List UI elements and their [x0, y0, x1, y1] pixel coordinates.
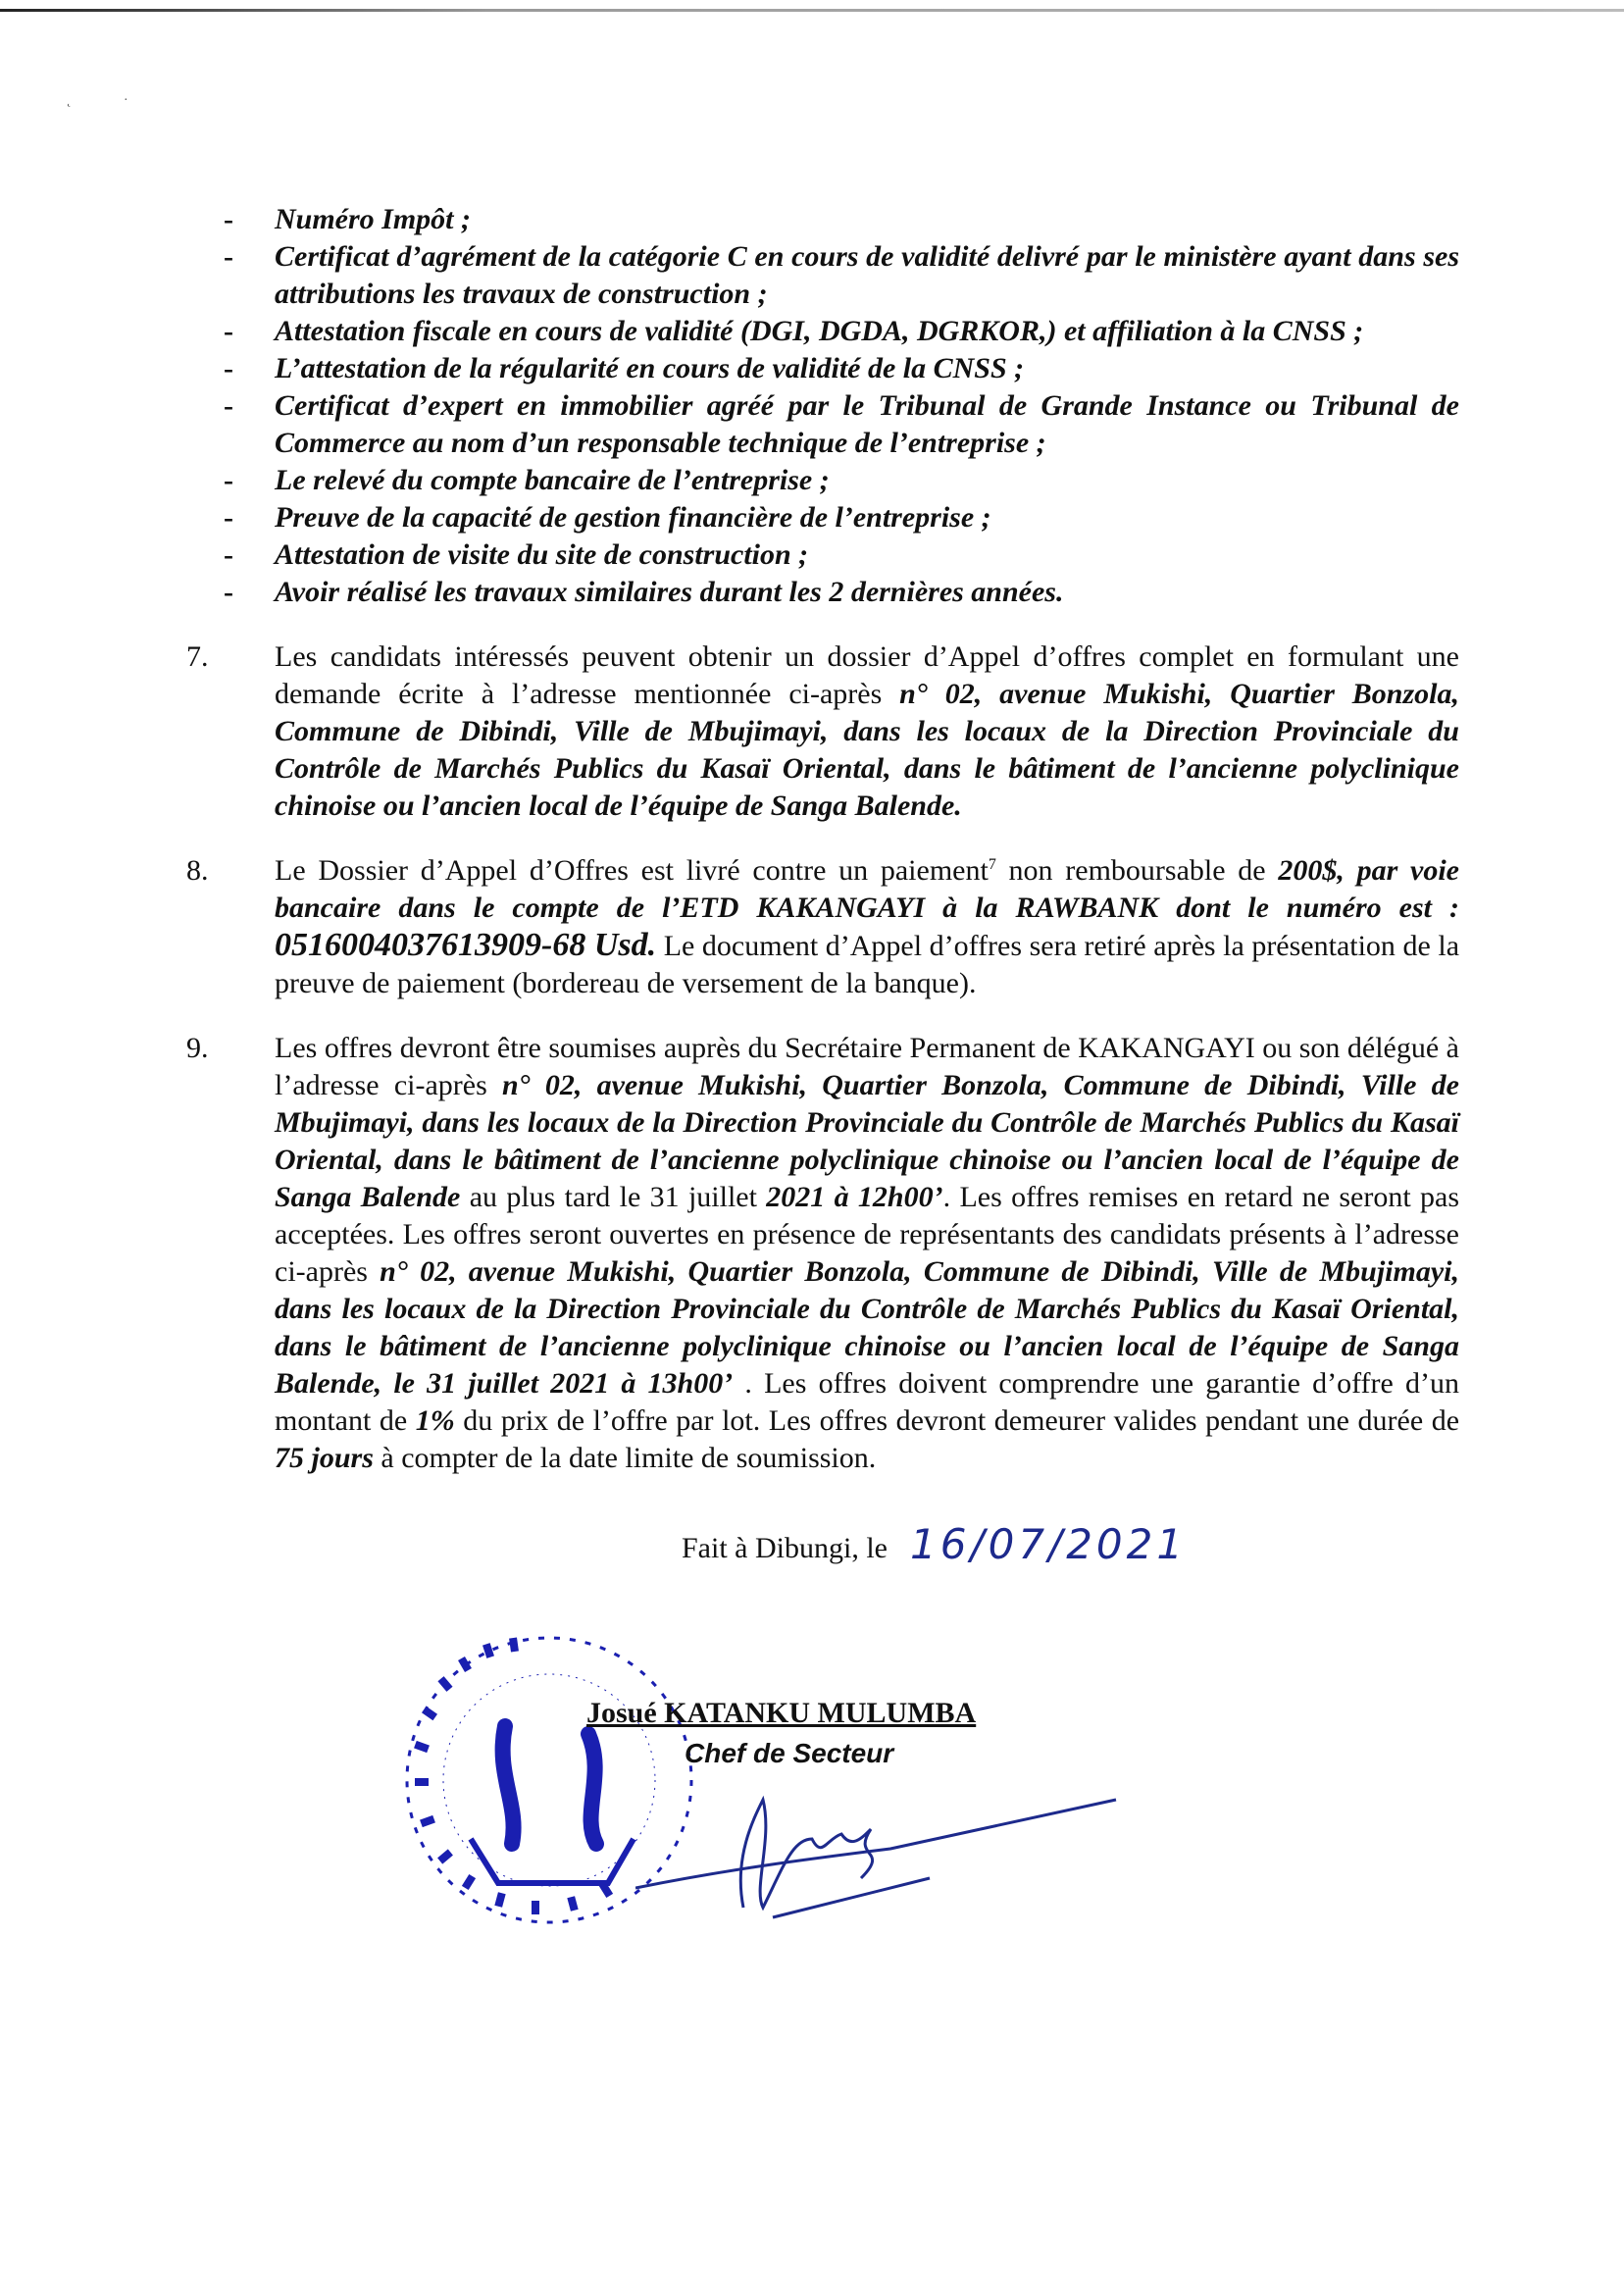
signatory-name: Josué KATANKU MULUMBA: [586, 1697, 977, 1729]
scan-artifact: ·: [124, 93, 128, 108]
requirement-item: - Preuve de la capacité de gestion financière de l’entreprise ;: [224, 501, 991, 534]
scan-edge-line: [0, 9, 1624, 12]
opening-address: n° 02, avenue Mukishi, Quartier Bonzola, Commune de Dibindi, Ville de Mbujimayi, dans les locaux de la Direction Provinciale du Contrôle de Marchés Publics du Kasaï Oriental, dans le bâtiment de l’ancienne polyclinique chinoise ou l’ancien local de l’équipe de Sanga Balende, le 31 juillet 2021 à 13h00’: [275, 1255, 1459, 1400]
requirement-item: - Certificat d’agrément de la catégorie C en cours de validité delivré par le ministère ayant dans ses attributions les travaux de construction ;: [224, 240, 1459, 310]
stamp-emblem: [503, 1726, 596, 1844]
address: n° 02, avenue Mukishi, Quartier Bonzola, Commune de Dibindi, Ville de Mbujimayi, dans les locaux de la Direction Provinciale du Contrôle de Marchés Publics du Kasaï Oriental, dans le bâtiment de l’ancienne polyclinique chinoise ou l’ancien local de l’équipe de Sanga Balende.: [275, 678, 1459, 822]
requirement-item: - Numéro Impôt ;: [224, 203, 472, 235]
deadline: 2021 à 12h00’: [766, 1181, 943, 1213]
handwritten-date: 16/07/2021: [910, 1520, 1188, 1568]
closing-line: [224, 1520, 1459, 1579]
address: n° 02, avenue Mukishi, Quartier Bonzola, Commune de Dibindi, Ville de Mbujimayi, dans les locaux de la Direction Provinciale du Contrôle de Marchés Publics du Kasaï Oriental, dans le bâtiment de l’ancienne polyclinique chinoise ou l’ancien local de l’équipe de Sanga Balende: [275, 1069, 1459, 1213]
paragraph-number: 8.: [186, 854, 209, 887]
paragraph-8: 8. Le Dossier d’Appel d’Offres est livré contre un paiement$^7$ non remboursable de 200$, par voie bancaire dans le compte de l’ETD KAKANGAYI à la RAWBANK dont le numéro est : 0516004037613909-68 Usd. Le document d’Appel d’offres sera retiré après la présentation de la preuve de paiement (bordereau de versement de la banque).: [186, 854, 1460, 999]
handwritten-signature: [635, 1780, 1126, 1927]
paragraph-9: 9. Les offres devront être soumises auprès du Secrétaire Permanent de KAKANGAYI ou son délégué à l’adresse ci-après n° 02, avenue Mukishi, Quartier Bonzola, Commune de Dibindi, Ville de Mbujimayi, dans les locaux de la Direction Provinciale du Contrôle de Marchés Publics du Kasaï Oriental, dans le bâtiment de l’ancienne polyclinique chinoise ou l’ancien local de l’équipe de Sanga Balende au plus tard le 31 juillet 2021 à 12h00’. Les offres remises en retard ne seront pas acceptées. Les offres seront ouvertes en présence de représentants des candidats présents à l’adresse ci-après n° 02, avenue Mukishi, Quartier Bonzola, Commune de Dibindi, Ville de Mbujimayi, dans les locaux de la Direction Provinciale du Contrôle de Marchés Publics du Kasaï Oriental, dans le bâtiment de l’ancienne polyclinique chinoise ou l’ancien local de l’équipe de Sanga Balende, le 31 juillet 2021 à 13h00’ . Les offres doivent comprendre une garantie d’offre d’un montant de 1% du prix de l’offre par lot. Les offres devront demeurer valides pendant une durée de 75 jours à compter de la date limite de soumission.: [186, 1032, 1460, 1474]
requirement-item: - L’attestation de la régularité en cours de validité de la CNSS ;: [224, 352, 1025, 384]
requirement-item: - Le relevé du compte bancaire de l’entreprise ;: [224, 464, 830, 496]
place-line: Fait à Dibungi, le: [682, 1532, 888, 1564]
requirement-item: - Certificat d’expert en immobilier agréé par le Tribunal de Grande Instance ou Tribunal de Commerce au nom d’un responsable technique de l’entreprise ;: [224, 389, 1459, 459]
signatory-title: Chef de Secteur: [685, 1738, 894, 1768]
paragraph-7: 7. Les candidats intéressés peuvent obtenir un dossier d’Appel d’offres complet en formulant une demande écrite à l’adresse mentionnée ci-après n° 02, avenue Mukishi, Quartier Bonzola, Commune de Dibindi, Ville de Mbujimayi, dans les locaux de la Direction Provinciale du Contrôle de Marchés Publics du Kasaï Oriental, dans le bâtiment de l’ancienne polyclinique chinoise ou l’ancien local de l’équipe de Sanga Balende.: [186, 640, 1459, 822]
footnote-ref: 7: [988, 856, 996, 873]
paragraph-number: 9.: [186, 1032, 209, 1064]
requirement-item: - Avoir réalisé les travaux similaires durant les 2 dernières années.: [224, 576, 1064, 608]
requirement-item: - Attestation fiscale en cours de validité (DGI, DGDA, DGRKOR,) et affiliation à la CNSS ;: [224, 315, 1364, 347]
bank-account-number: 0516004037613909-68 Usd.: [275, 927, 657, 963]
requirement-item: - Attestation de visite du site de construction ;: [224, 538, 809, 571]
scan-artifact: ˛: [67, 93, 72, 108]
stamp-lettering: [414, 1638, 613, 1914]
document-body: [186, 201, 1460, 2011]
stamp-emblem-base: [471, 1839, 634, 1883]
requirements-list: [224, 201, 1459, 611]
paragraph-number: 7.: [186, 640, 209, 673]
signature-block: [224, 1618, 1459, 2011]
